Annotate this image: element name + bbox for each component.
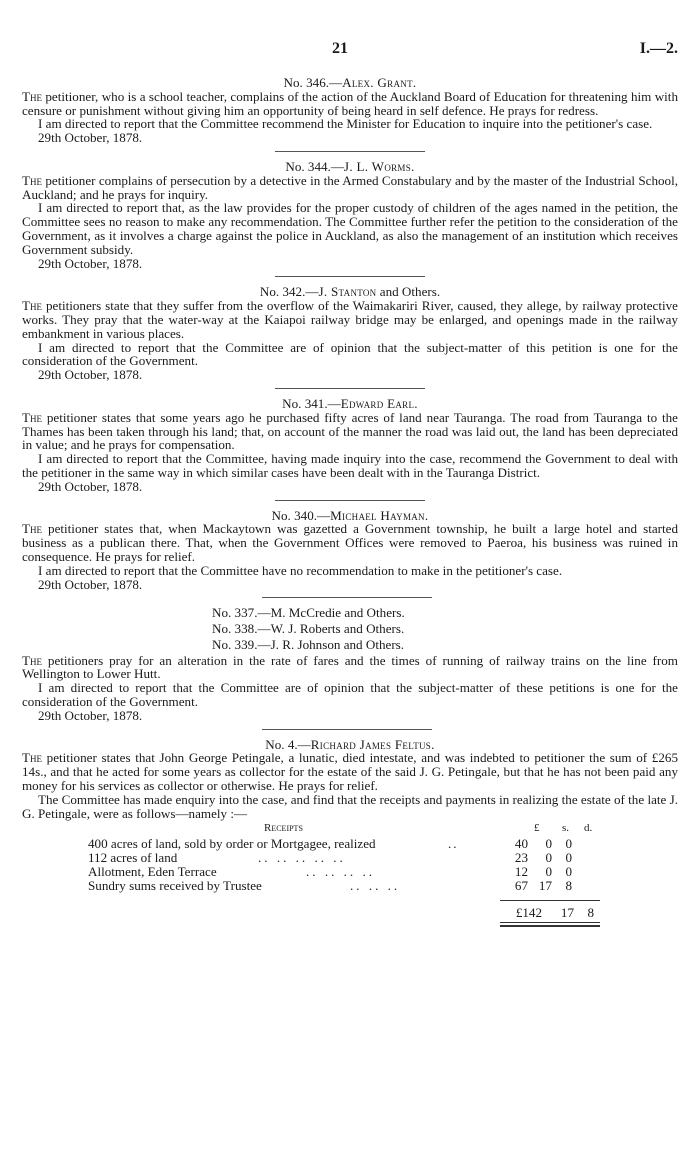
report-text: I am directed to report that the Committee are of opinion that the subject-matter of these petitions is one for the consideration of the Government. [22,680,678,710]
report-date: 29th October, 1878. [38,367,143,383]
currency-shillings-header: s. [562,822,570,835]
section-title: No. 344.—J. L. Worms. [285,158,415,174]
report-date: 29th October, 1878. [38,130,143,146]
receipts-table [22,822,678,934]
petition-text: The petitioner states that, when Mackaytown was gazetted a Government township, he built a large hotel and started business as a publican there. That, when the Government Offices were removed to Paeroa, his business was ruined in consequence. He prays for relief. [22,521,678,564]
page-header [22,40,678,62]
section-title: No. 337.—M. McCredie and Others. [212,605,405,621]
total-rule-top [500,900,600,901]
receipts-row [88,865,648,879]
petition-section [22,160,678,277]
leader-dots: .. .. .. .. [306,864,376,880]
report-text: The Committee has made enquiry into the case, and find that the receipts and payments in realizing the estate of the late J. G. Petingale, were as follows—namely :— [22,791,678,821]
receipt-description: Allotment, Eden Terrace [88,864,217,880]
section-divider [275,388,425,389]
receipt-pounds: 23 [514,850,528,866]
receipt-pence: 0 [565,864,572,880]
receipt-description: 112 acres of land [88,850,178,866]
petition-text: The petitioner states that John George Petingale, a lunatic, died intestate, and was indebted to petitioner the sum of £265 14s., and that he acted for some years as collector for the estate of the said J. G. Petingale, but that he has not been paid any money for his services as collector or otherwise. He prays for relief. [22,750,678,794]
receipts-row [88,879,648,893]
total-pence: 8 [587,905,594,921]
report-text: I am directed to report that the Committee have no recommendation to make in the petitioner's case. [38,562,563,578]
petition-section [22,509,678,599]
report-date: 29th October, 1878. [38,255,143,271]
total-rule-bottom [500,922,600,923]
section-divider [275,151,425,152]
receipt-shillings: 0 [545,864,552,880]
petition-section [22,76,678,152]
receipt-pence: 0 [565,836,572,852]
page-number: 21 [332,40,348,57]
section-title: No. 339.—J. R. Johnson and Others. [212,636,405,652]
petition-text: The petitioner complains of persecution by a detective in the Armed Constabulary and by the master of the Industrial School, Auckland; and he prays for inquiry. [22,172,678,202]
section-divider [262,597,432,598]
receipt-pounds: 12 [514,864,528,880]
petition-section [22,285,678,389]
total-pounds: £142 [515,905,542,921]
section-title: No. 338.—W. J. Roberts and Others. [212,621,405,637]
leader-dots: .. .. .. .. .. [258,850,346,866]
receipts-total [500,906,600,920]
section-title: No. 342.—J. Stanton and Others. [259,284,441,300]
document-code: I.—2. [639,40,678,57]
receipt-description: 400 acres of land, sold by order or Mortgagee, realized [88,836,376,852]
currency-pence-header: d. [584,822,593,835]
report-text: I am directed to report that the Committee, having made inquiry into the case, recommend the Government to deal with the petitioner in the same way in which similar cases have been dealt with in the Tauranga District. [22,451,678,480]
petition-text: The petitioners state that they suffer from the overflow of the Waimakariri River, caused, they allege, by railway protective works. They pray that the water-way at the Kaiapoi railway bridge may be enlarged, and openings made in the railway embankment in various places. [22,298,678,341]
petition-section [22,738,678,935]
section-divider [275,276,425,277]
section-title: No. 346.—Alex. Grant. [283,75,417,90]
section-title: No. 4.—Richard James Feltus. [265,736,435,752]
receipt-pence: 0 [565,850,572,866]
petition-text: The petitioner, who is a school teacher, complains of the action of the Auckland Board of Education for threatening him with censure or punishment without giving him an opportunity of being heard in self defence. He prays for redress. [22,88,678,118]
leader-dots: .. .. .. [350,878,401,894]
report-text: I am directed to report that the Committee are of opinion that the subject-matter of this petition is one for the consideration of the Government. [22,339,678,369]
currency-pounds-header: £ [534,822,540,835]
report-date: 29th October, 1878. [38,707,143,723]
petition-text: The petitioner states that some years ago he purchased fifty acres of land near Tauranga. The road from Tauranga to the Thames has been taken through his land; that, on account of the manner the road was laid out, the land has been depreciated in value; and he prays for compensation. [22,409,678,453]
section-title: No. 341.—Edward Earl. [282,395,418,411]
receipt-pence: 8 [565,878,572,894]
report-text: I am directed to report that, as the law provides for the proper custody of children of the ages named in the petition, the Committee sees no reason to make any recommendation. The Committee further refer the petition to the consideration of the Government, as it involves a charge against the police in Auckland, as also the management of an institution which receives Government subsidy. [22,200,678,257]
receipts-row [88,851,648,865]
report-date: 29th October, 1878. [38,478,143,494]
total-rule-double [500,925,600,927]
petition-section [22,397,678,501]
section-divider [275,500,425,501]
report-text: I am directed to report that the Committee recommend the Minister for Education to inquire into the petitioner's case. [38,116,653,132]
receipt-pounds: 40 [514,836,528,852]
leader-dots: .. [448,836,459,852]
receipt-shillings: 17 [538,878,552,894]
receipt-shillings: 0 [545,836,552,852]
petition-section-multi [22,606,678,729]
section-divider [262,729,432,730]
section-title: No. 340.—Michael Hayman. [271,507,429,523]
petition-text: The petitioners pray for an alteration in the rate of fares and the times of running of railway trains on the line from Wellington to Lower Hutt. [22,652,678,682]
total-shillings: 17 [560,905,574,921]
receipt-shillings: 0 [545,850,552,866]
receipts-row [88,837,648,851]
receipts-heading: Receipts [264,822,303,835]
document-body [22,76,678,934]
receipt-pounds: 67 [514,878,528,894]
report-date: 29th October, 1878. [38,576,143,592]
receipt-description: Sundry sums received by Trustee [88,878,262,894]
